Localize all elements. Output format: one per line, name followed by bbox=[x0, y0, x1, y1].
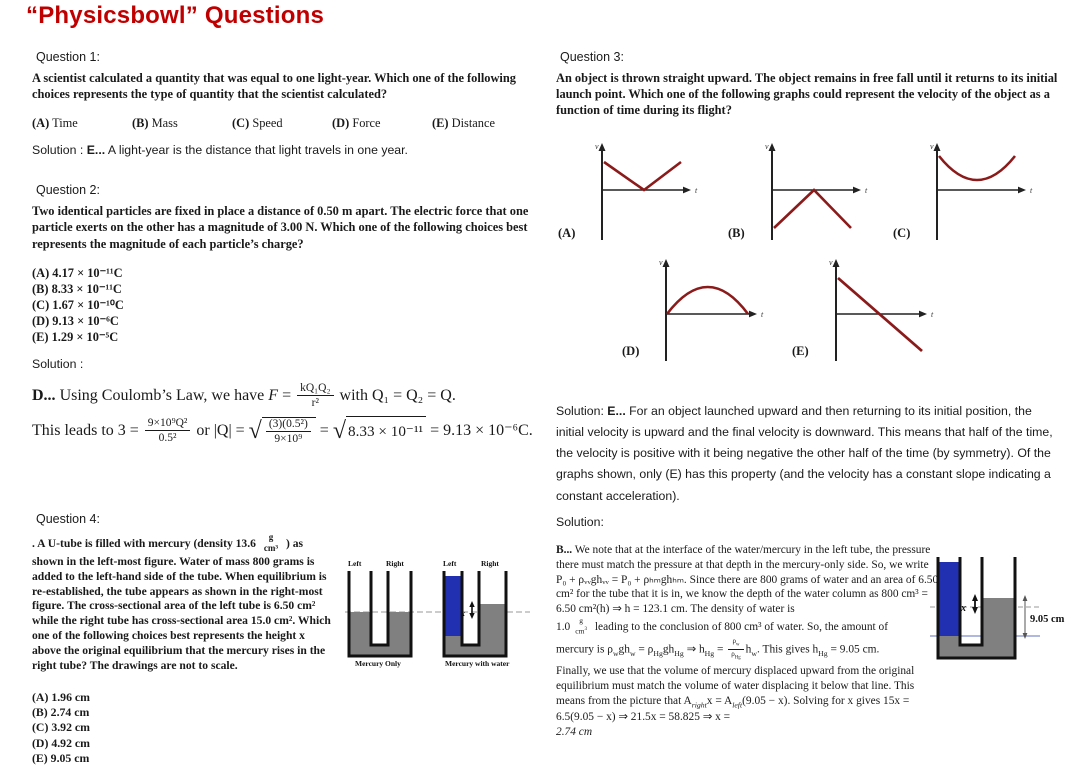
question-4-solution-p2: 1.0 g $cm^3$ leading to the conclusion of 800 cm³ of water. So, the amount of bbox=[556, 616, 889, 636]
graph-b-label: (B) bbox=[728, 226, 745, 240]
svg-text:Mercury Only: Mercury Only bbox=[355, 659, 401, 668]
velocity-graphs-row-1 bbox=[556, 140, 1066, 252]
sqrt-value-expression: √ 8.33 × 10⁻¹¹ bbox=[333, 416, 426, 447]
choice-c: (C) Speed bbox=[232, 116, 283, 131]
svg-text:v: v bbox=[595, 142, 599, 151]
question-4-solution-p3: mercury is $\rho_wgh_w = \rho_{Hg}gh_{Hg}$ ⇒ $h_{Hg}$ = $\frac{\rho_w}{\rho_{Hg}}$ $h_w$. This gives $h_{Hg} = 9.05$ cm. bbox=[556, 637, 880, 661]
solution-text: A light-year is the distance that light travels in one year. bbox=[107, 143, 408, 158]
right-column bbox=[556, 50, 1062, 118]
question-3-body: An object is thrown straight upward. The object remains in free fall until it returns to its initial launch point. Which one of the following graphs could represent the velocity of the object as a function of time during its flight? bbox=[556, 71, 1058, 118]
choice-e: (E) Distance bbox=[432, 116, 495, 131]
choice-e: (E) 1.29 × 10⁻⁵C bbox=[32, 330, 119, 345]
choice-d: (D) 9.13 × 10⁻⁶C bbox=[32, 314, 119, 328]
svg-text:x: x bbox=[461, 609, 465, 618]
graph-d bbox=[622, 256, 790, 366]
utube-mercury-with-water bbox=[443, 559, 510, 668]
solution-answer: E... bbox=[607, 404, 626, 418]
choice-c: (C) 3.92 cm bbox=[32, 720, 90, 735]
svg-text:t: t bbox=[761, 310, 764, 319]
graph-c-label: (C) bbox=[893, 226, 911, 240]
graph-b bbox=[728, 140, 886, 245]
svg-text:t: t bbox=[931, 310, 934, 319]
svg-text:Mercury with water: Mercury with water bbox=[445, 659, 510, 668]
graph-e-label: (E) bbox=[792, 344, 809, 358]
graph-c-svg bbox=[911, 140, 1051, 240]
question-1-body: A scientist calculated a quantity that was equal to one light-year. Which one of the following choices represents the type of quantity that the scientist calculated? bbox=[32, 71, 516, 102]
velocity-graphs-row-2 bbox=[620, 256, 1020, 368]
choice-b: (B) 2.74 cm bbox=[32, 704, 90, 719]
question-2-solution-label: Solution : bbox=[32, 357, 84, 372]
svg-text:Left: Left bbox=[348, 559, 362, 568]
question-3-heading: Question 3: bbox=[560, 50, 624, 64]
svg-text:t: t bbox=[695, 186, 698, 195]
question-1-block bbox=[32, 50, 532, 157]
svg-text:x: x bbox=[961, 603, 966, 614]
utube-solution-figure bbox=[930, 540, 1070, 680]
coulomb-fraction: $\frac{\text{kQ₁Q₂}}{\text{r²}}$ bbox=[297, 382, 333, 409]
graph-a-svg bbox=[576, 140, 716, 240]
graph-d-label: (D) bbox=[622, 344, 640, 358]
choice-d: (D) Force bbox=[332, 116, 381, 131]
question-3-block bbox=[556, 50, 1062, 118]
svg-text:v: v bbox=[930, 142, 934, 151]
svg-text:t: t bbox=[1030, 186, 1033, 195]
question-1-choices bbox=[32, 116, 532, 131]
page-title: “Physicsbowl” Questions bbox=[26, 2, 325, 29]
question-4-body: . A U-tube is filled with mercury (density 13.6 g cm³ ) as shown in the left-most figure. Water of mass 800 grams is added to the left-hand side of the tube. When equilibrium is re-established, the tube appears as shown in the right-most figure. The cross-sectional area of the left tube is 6.50 cm² while the right tube has cross-sectional area 15.0 cm². Which one of the following choices best represents the height x above the original equilibrium that the mercury rises in the right tube? The drawings are not to scale. bbox=[32, 532, 331, 672]
solution-label: Solution: bbox=[556, 404, 604, 418]
choice-b: (B) 8.33 × 10⁻¹¹C bbox=[32, 281, 122, 296]
question-2-heading: Question 2: bbox=[36, 183, 100, 198]
choice-a: (A) 1.96 cm bbox=[32, 689, 90, 704]
question-2-choices bbox=[32, 265, 532, 346]
choice-a: (A) Time bbox=[32, 116, 78, 131]
choice-b: (B) Mass bbox=[132, 116, 178, 131]
graph-b-svg bbox=[746, 140, 886, 240]
choice-d: (D) 4.92 cm bbox=[32, 735, 90, 750]
solution-text: For an object launched upward and then returning to its initial position, the initial velocity is upward and the final velocity is downward. This means that half of the time, the velocity is positive with it being negative the other half of the time (by symmetry). Of the graphs shown, only (E) has this property (and the velocity has a constant slope indicating a constant acceleration). bbox=[556, 404, 1053, 503]
solution-label: Solution : bbox=[32, 143, 84, 158]
question-4-choices bbox=[32, 690, 332, 766]
svg-text:Left: Left bbox=[443, 559, 457, 568]
utube-figures-svg bbox=[345, 538, 530, 668]
question-4-solution-p4: Finally, we use that the volume of mercury displaced upward from the original equilibrium must match the volume of water displacing it below that line. This means from the picture that $A_{right}x = A_{left}(9.05 - x)$. Solving for x gives 15x = 6.5(9.05 − x) ⇒ 21.5x = 58.825 ⇒ x = bbox=[556, 665, 915, 724]
choice-a: (A) 4.17 × 10⁻¹¹C bbox=[32, 265, 123, 280]
svg-text:Right: Right bbox=[481, 559, 499, 568]
choice-c: (C) 1.67 × 10⁻¹⁰C bbox=[32, 297, 124, 312]
svg-text:v: v bbox=[765, 142, 769, 151]
utube-solution-svg bbox=[930, 540, 1070, 675]
solution-answer: E... bbox=[86, 143, 106, 158]
density-ratio-fraction: $\frac{\rho_w}{\rho_{Hg}}$ bbox=[728, 638, 743, 660]
question-4-block bbox=[32, 512, 332, 766]
question-4-solution-block bbox=[556, 515, 941, 740]
question-4-heading: Question 4: bbox=[36, 512, 100, 526]
utube-mercury-only bbox=[348, 559, 411, 668]
question-4-solution-p5: 2.74 cm bbox=[556, 726, 593, 739]
svg-text:Right: Right bbox=[386, 559, 404, 568]
question-4-solution-p1: B... We note that at the interface of the water/mercury in the left tube, the pressure there must match the pressure at that depth in the mercury-only side. So, we write P₀ + ρᵥᵥghᵥᵥ = P₀ + ρₕₘghₕₘ. Since there are 800 grams of water and an area of 6.50 cm² for the tube that it is in, we know the depth of the water column as 800 cm³ = 6.50 cm²(h) ⇒ h = 123.1 cm. The density of water is bbox=[556, 544, 939, 616]
charge-fraction-a: $\frac{\text{9×10⁹Q²}}{\text{0.5²}}$ bbox=[145, 417, 191, 444]
svg-text:t: t bbox=[865, 186, 868, 195]
utube-figures-group bbox=[345, 538, 530, 673]
question-3-solution bbox=[556, 401, 1056, 507]
svg-text:v: v bbox=[829, 258, 833, 267]
graph-d-svg bbox=[640, 256, 790, 361]
charge-fraction-b: $\frac{\text{(3)(0.5²)}}{\text{9×10⁹}}$ bbox=[266, 418, 311, 445]
question-2-math-line-2: This leads to 3 = $\frac{\text{9×10⁹Q²}}{\text{0.5²}}$ or |Q| = √ $\frac{\text{(3)(0.5²)}}{\text{9×10⁹}}$ = √ 8.33 × 10⁻¹¹ = 9.13 × 10⁻⁶C. bbox=[32, 416, 533, 445]
svg-text:v: v bbox=[659, 258, 663, 267]
choice-e: (E) 9.05 cm bbox=[32, 750, 90, 765]
svg-text:9.05 cm: 9.05 cm bbox=[1030, 614, 1065, 625]
question-2-math-line-1: D... Using Coulomb’s Law, we have F = $\frac{\text{kQ₁Q₂}}{\text{r²}}$ with Q₁ = Q₂ = Q. bbox=[32, 382, 456, 410]
graph-e-svg bbox=[810, 256, 960, 361]
graph-a bbox=[558, 140, 716, 245]
graph-a-label: (A) bbox=[558, 226, 576, 240]
question-1-heading: Question 1: bbox=[36, 50, 100, 64]
solution-answer: D... bbox=[32, 387, 56, 405]
question-2-body: Two identical particles are fixed in place a distance of 0.50 m apart. The electric force that one particle exerts on the other has a magnitude of 3.00 N. Which one of the following choices best represents the magnitude of each particle’s charge? bbox=[32, 204, 529, 251]
solution-answer: B... bbox=[556, 544, 573, 556]
density-units: g cm³ bbox=[263, 532, 279, 554]
question-2-block bbox=[32, 183, 532, 446]
graph-e bbox=[792, 256, 960, 366]
question-1-solution bbox=[32, 143, 532, 157]
sqrt-expression: √ $\frac{\text{(3)(0.5²)}}{\text{9×10⁹}}$ bbox=[249, 417, 316, 446]
question-4-solution-label: Solution: bbox=[556, 515, 604, 529]
graph-c bbox=[893, 140, 1051, 245]
